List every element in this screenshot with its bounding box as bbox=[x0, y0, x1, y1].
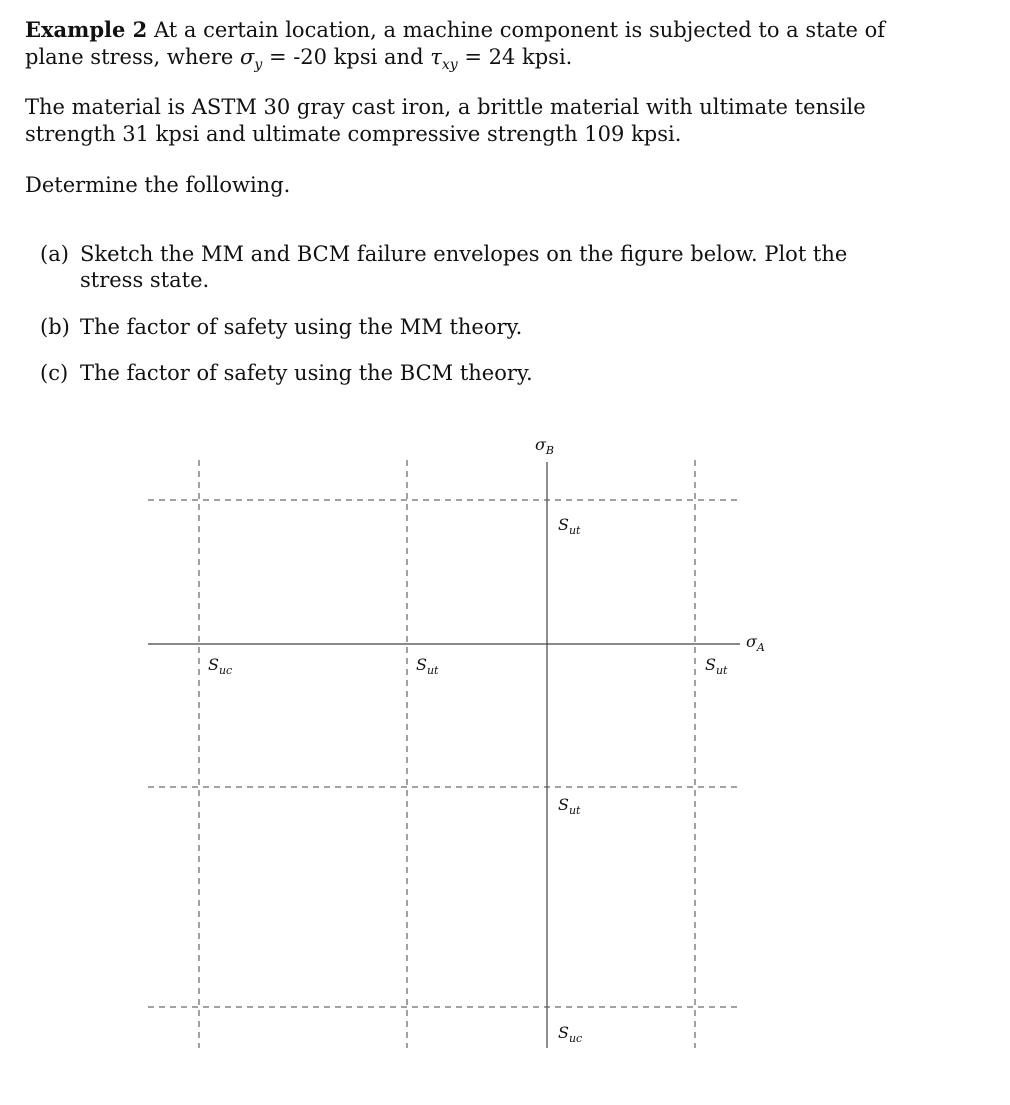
sigma-y-symbol: $\sigma_y$ bbox=[239, 45, 263, 74]
label-mid-sut: $S_{ut}$ bbox=[416, 655, 439, 677]
question-label: (c) bbox=[40, 361, 69, 385]
material-description: The material is ASTM 30 gray cast iron, a brittle material with ultimate tensile strength 31 kpsi and ultimate compressive strength 109 kpsi. bbox=[25, 95, 866, 146]
sigma-b-axis-label: $\sigma_B$ bbox=[535, 435, 555, 457]
sigma-y-value: = -20 kpsi and bbox=[268, 45, 424, 69]
example-intro: At a certain location, a machine component is subjected to a state of plane stress, where bbox=[25, 18, 886, 69]
label-lower-sut: $S_{ut}$ bbox=[558, 795, 581, 817]
label-bottom-suc: $S_{uc}$ bbox=[558, 1023, 583, 1045]
label-left-suc: $S_{uc}$ bbox=[208, 655, 233, 677]
tau-xy-value: = 24 kpsi. bbox=[464, 45, 573, 69]
sigma-a-axis-label: $\sigma_A$ bbox=[746, 632, 765, 654]
example-heading: Example 2 bbox=[25, 17, 148, 42]
label-top-sut: $S_{ut}$ bbox=[558, 515, 581, 537]
tau-xy-symbol: $\tau_{xy}$ bbox=[430, 45, 458, 74]
question-text: The factor of safety using the MM theory. bbox=[80, 315, 523, 339]
question-text: Sketch the MM and BCM failure envelopes on the figure below. Plot the stress state. bbox=[80, 242, 848, 292]
label-right-sut: $S_{ut}$ bbox=[705, 655, 728, 677]
question-text: The factor of safety using the BCM theory. bbox=[80, 361, 533, 385]
instruction: Determine the following. bbox=[25, 173, 291, 197]
question-label: (b) bbox=[40, 315, 70, 339]
question-label: (a) bbox=[40, 242, 69, 266]
